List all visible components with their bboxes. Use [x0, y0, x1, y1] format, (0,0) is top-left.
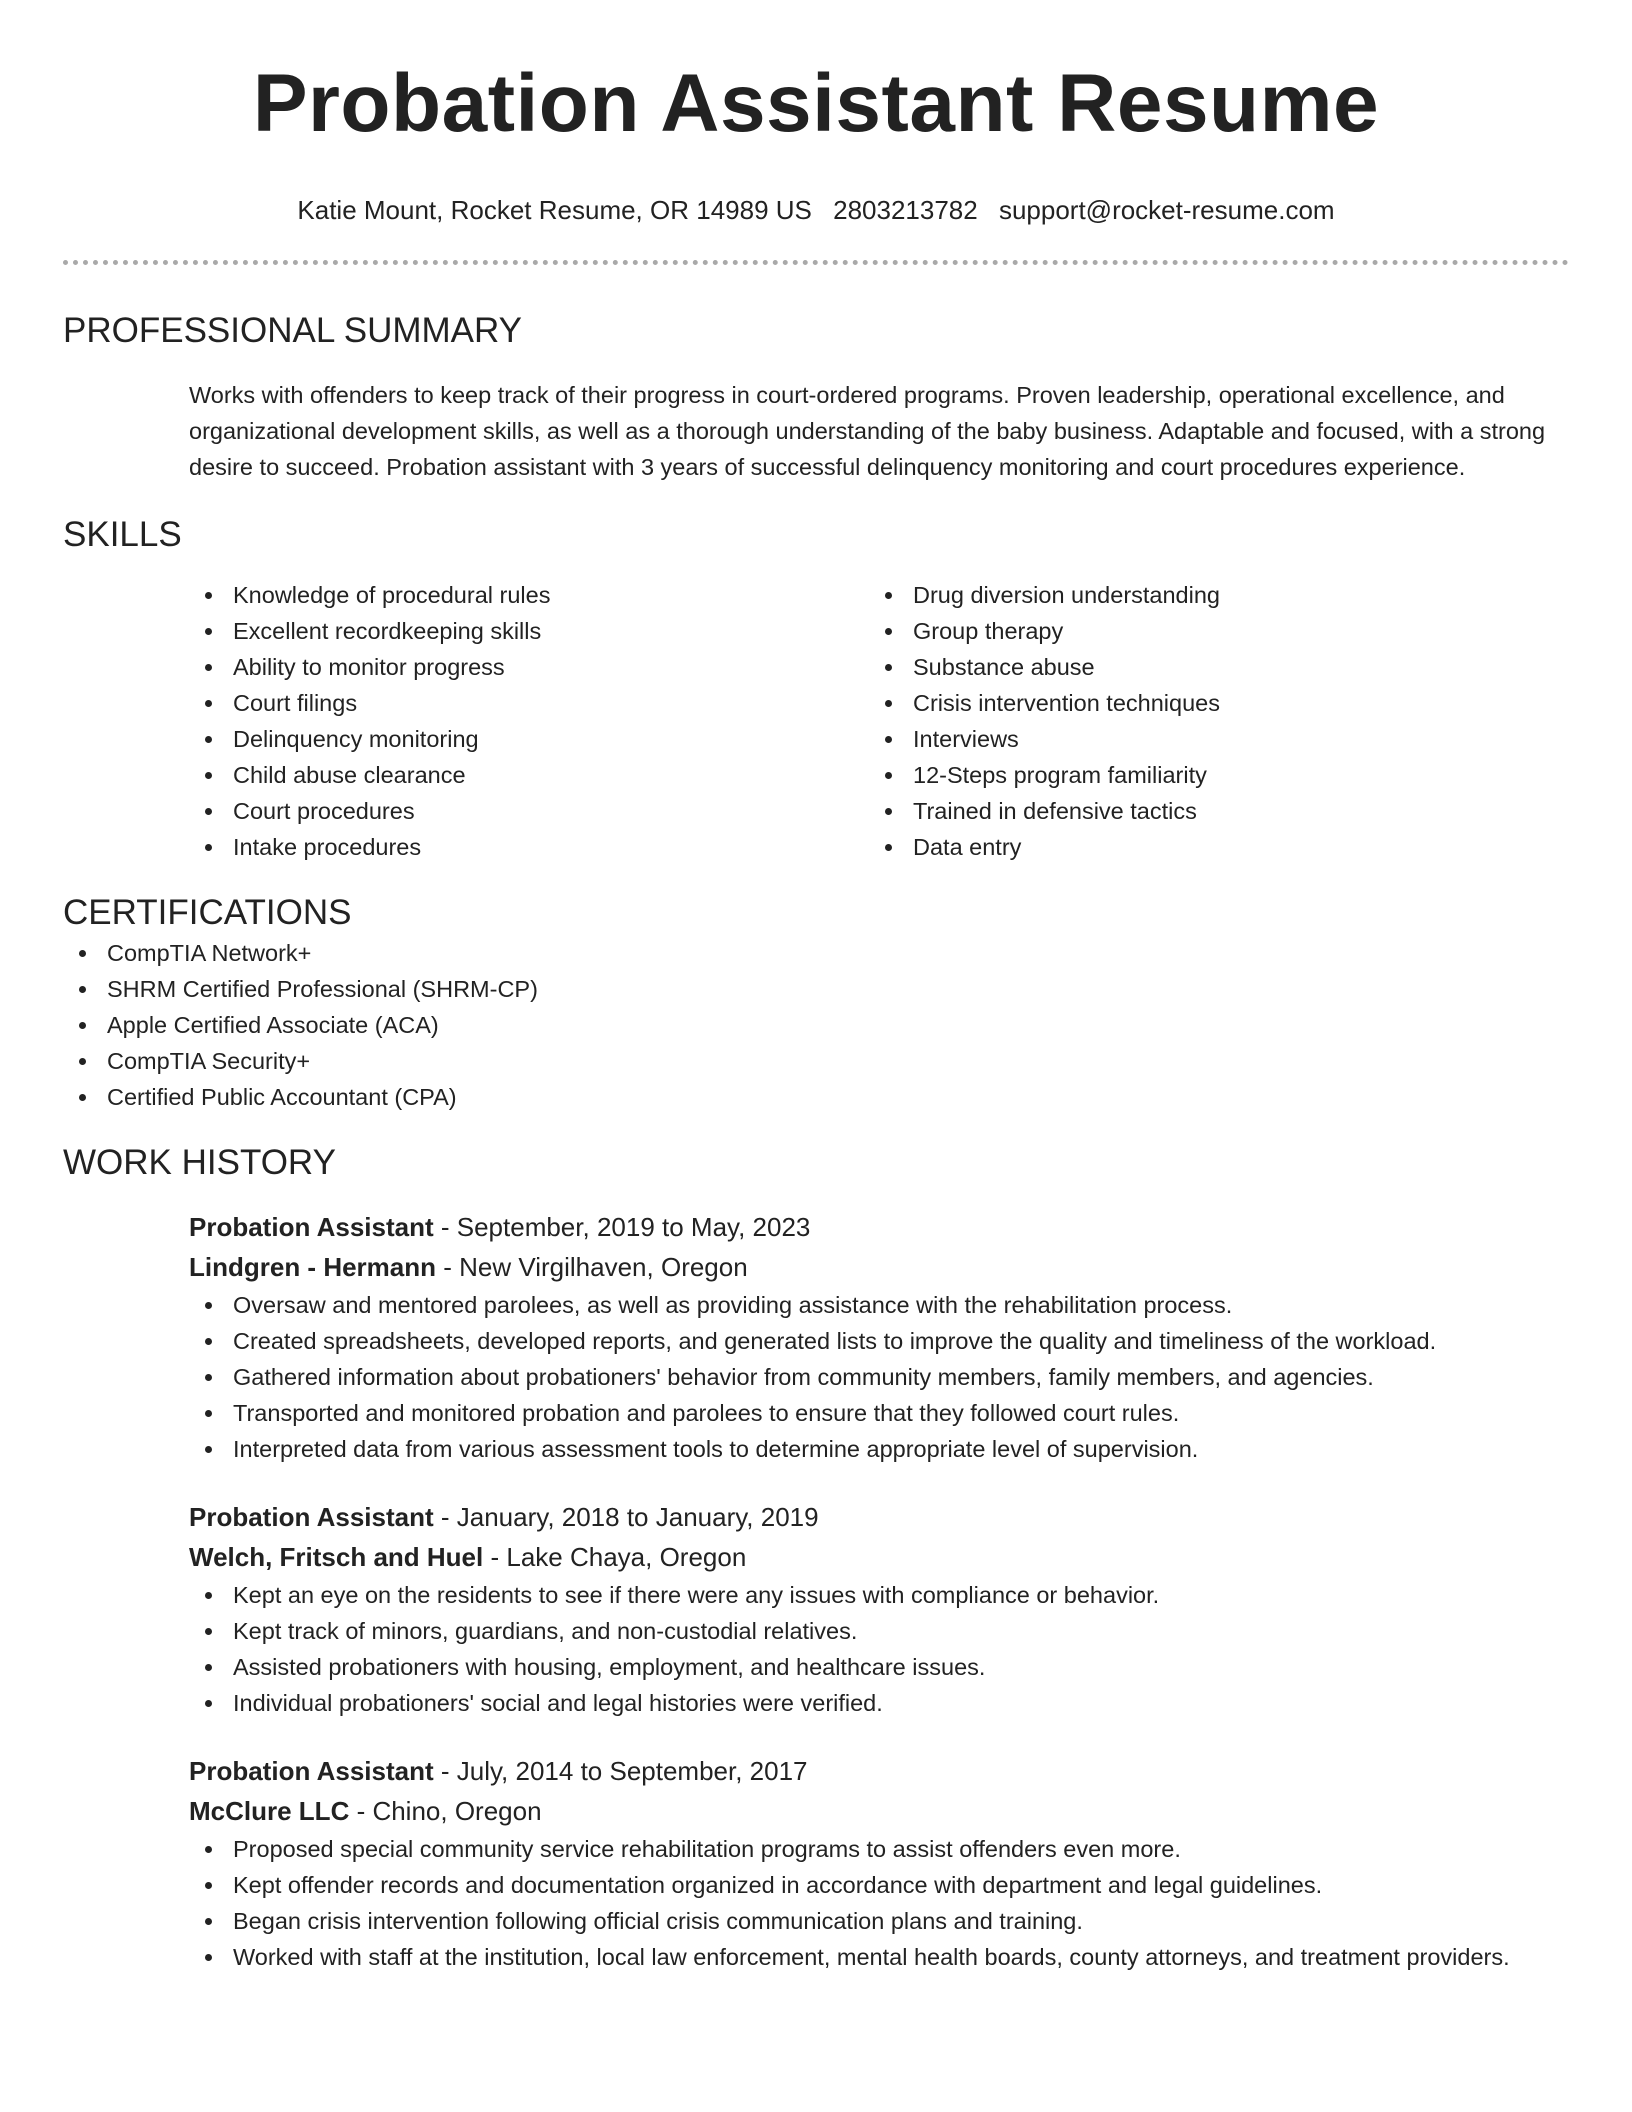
job-duty: Created spreadsheets, developed reports, and generated lists to improve the quality and timeliness of the workload.	[189, 1323, 1569, 1359]
job-duty: Individual probationers' social and legal histories were verified.	[189, 1685, 1569, 1721]
job-duty: Transported and monitored probation and parolees to ensure that they followed court rules.	[189, 1395, 1569, 1431]
job-company-line	[189, 1791, 1569, 1831]
skills-left-list	[189, 577, 869, 865]
skill-item: Intake procedures	[189, 829, 869, 865]
job-duty: Kept an eye on the residents to see if there were any issues with compliance or behavior.	[189, 1577, 1569, 1613]
skill-item: Group therapy	[869, 613, 1549, 649]
job-title: Probation Assistant	[189, 1212, 434, 1242]
job-entry	[189, 1497, 1569, 1721]
skill-item: 12-Steps program familiarity	[869, 757, 1549, 793]
summary-heading: PROFESSIONAL SUMMARY	[63, 311, 522, 350]
job-duty: Kept track of minors, guardians, and non-custodial relatives.	[189, 1613, 1569, 1649]
skills-heading: SKILLS	[63, 515, 182, 554]
job-title-line	[189, 1497, 1569, 1537]
work-history-heading: WORK HISTORY	[63, 1143, 336, 1182]
job-duty: Began crisis intervention following official crisis communication plans and training.	[189, 1903, 1569, 1939]
job-entry	[189, 1207, 1569, 1467]
skill-item: Excellent recordkeeping skills	[189, 613, 869, 649]
contact-address: Katie Mount, Rocket Resume, OR 14989 US	[297, 195, 812, 225]
skill-item: Knowledge of procedural rules	[189, 577, 869, 613]
job-duty: Worked with staff at the institution, local law enforcement, mental health boards, county attorneys, and treatment providers.	[189, 1939, 1569, 1975]
skill-item: Drug diversion understanding	[869, 577, 1549, 613]
skill-item: Court filings	[189, 685, 869, 721]
job-duties-list	[189, 1287, 1569, 1467]
job-duty: Oversaw and mentored parolees, as well as providing assistance with the rehabilitation process.	[189, 1287, 1569, 1323]
skill-item: Substance abuse	[869, 649, 1549, 685]
skill-item: Child abuse clearance	[189, 757, 869, 793]
contact-email: support@rocket-resume.com	[998, 195, 1335, 225]
job-duties-list	[189, 1577, 1569, 1721]
skill-item: Court procedures	[189, 793, 869, 829]
contact-phone: 2803213782	[833, 195, 978, 225]
job-duty: Gathered information about probationers' behavior from community members, family members, and agencies.	[189, 1359, 1569, 1395]
job-dates: - January, 2018 to January, 2019	[433, 1502, 819, 1532]
job-duty: Interpreted data from various assessment tools to determine appropriate level of supervision.	[189, 1431, 1569, 1467]
skills-right-list	[869, 577, 1549, 865]
job-location: - Lake Chaya, Oregon	[483, 1542, 747, 1572]
header-divider	[63, 260, 1569, 265]
job-entry	[189, 1751, 1569, 1975]
certification-item: CompTIA Network+	[63, 935, 1569, 971]
certification-item: CompTIA Security+	[63, 1043, 1569, 1079]
certifications-heading: CERTIFICATIONS	[63, 893, 352, 932]
skill-item: Interviews	[869, 721, 1549, 757]
skill-item: Ability to monitor progress	[189, 649, 869, 685]
resume-title: Probation Assistant Resume	[252, 58, 1380, 149]
contact-line	[63, 194, 1569, 226]
job-company-line	[189, 1537, 1569, 1577]
certification-item: Certified Public Accountant (CPA)	[63, 1079, 1569, 1115]
job-duties-list	[189, 1831, 1569, 1975]
certification-item: SHRM Certified Professional (SHRM-CP)	[63, 971, 1569, 1007]
job-duty: Assisted probationers with housing, employment, and healthcare issues.	[189, 1649, 1569, 1685]
skill-item: Delinquency monitoring	[189, 721, 869, 757]
skill-item: Data entry	[869, 829, 1549, 865]
skill-item: Crisis intervention techniques	[869, 685, 1549, 721]
certifications-list	[63, 935, 1569, 1115]
job-title: Probation Assistant	[189, 1502, 434, 1532]
job-company: Welch, Fritsch and Huel	[189, 1542, 484, 1572]
job-title-line	[189, 1751, 1569, 1791]
job-duty: Proposed special community service rehabilitation programs to assist offenders even more.	[189, 1831, 1569, 1867]
job-company: Lindgren - Hermann	[189, 1252, 437, 1282]
job-location: - New Virgilhaven, Oregon	[436, 1252, 748, 1282]
job-company: McClure LLC	[189, 1796, 350, 1826]
job-duty: Kept offender records and documentation organized in accordance with department and legal guidelines.	[189, 1867, 1569, 1903]
summary-text: Works with offenders to keep track of their progress in court-ordered programs. Proven leadership, operational excellence, and organizational development skills, as well as a thorough understanding of the baby business. Adaptable and focused, with a strong desire to succeed. Probation assistant with 3 years of successful delinquency monitoring and court procedures experience.	[189, 382, 1546, 480]
skills-columns	[189, 577, 1569, 865]
job-company-line	[189, 1247, 1569, 1287]
job-title: Probation Assistant	[189, 1756, 434, 1786]
job-dates: - July, 2014 to September, 2017	[433, 1756, 808, 1786]
certification-item: Apple Certified Associate (ACA)	[63, 1007, 1569, 1043]
skill-item: Trained in defensive tactics	[869, 793, 1549, 829]
job-title-line	[189, 1207, 1569, 1247]
job-dates: - September, 2019 to May, 2023	[433, 1212, 811, 1242]
job-location: - Chino, Oregon	[349, 1796, 542, 1826]
